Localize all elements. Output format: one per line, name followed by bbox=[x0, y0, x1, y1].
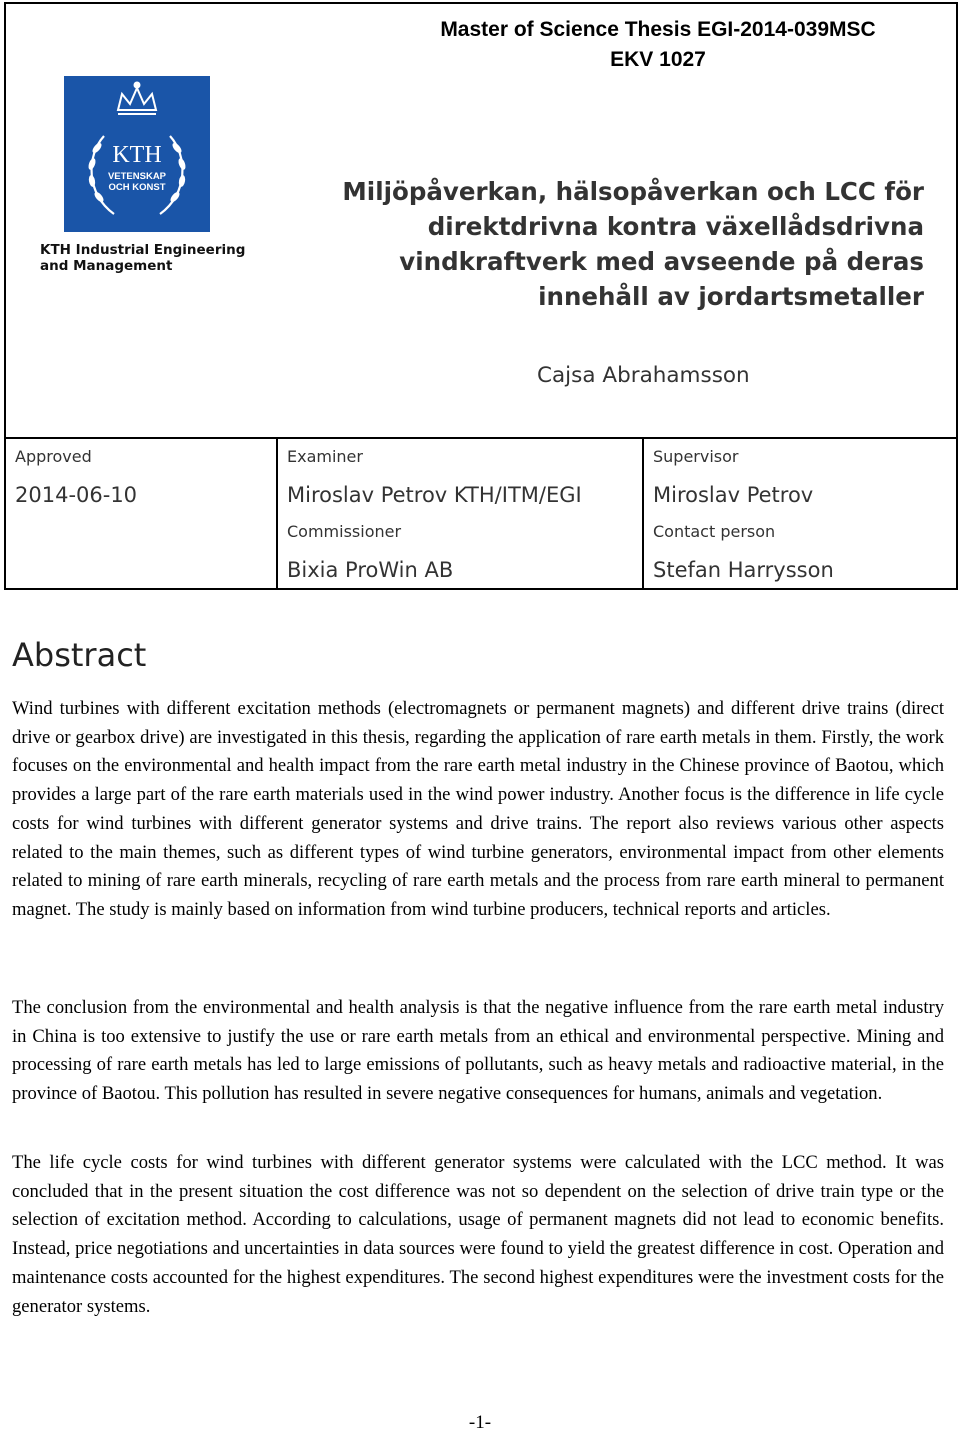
svg-text:KTH: KTH bbox=[112, 142, 162, 168]
thesis-code: EKV 1027 bbox=[610, 48, 706, 71]
supervisor-label: Supervisor bbox=[653, 447, 739, 466]
supervisor-cell bbox=[643, 438, 957, 589]
kth-crest-icon bbox=[64, 76, 210, 232]
thesis-number: Master of Science Thesis EGI-2014-039MSC bbox=[440, 18, 876, 41]
logo-subtitle bbox=[40, 242, 245, 274]
examiner-label: Examiner bbox=[287, 447, 363, 466]
approval-table bbox=[4, 437, 958, 590]
commissioner-value: Bixia ProWin AB bbox=[287, 558, 454, 582]
approved-label: Approved bbox=[15, 447, 92, 466]
thesis-title-line: innehåll av jordartsmetaller bbox=[538, 282, 924, 311]
approved-cell bbox=[5, 438, 277, 589]
abstract-paragraph: The conclusion from the environmental and health analysis is that the negative influence from the rare earth metal industry in China is too extensive to justify the use or rare earth metals from an ethical and environmental perspective. Mining and processing of rare earth metals has led to large emissions of pollutants, such as heavy metals and radioactive material, in the province of Baotou. This pollution has resulted in severe negative consequences for humans, animals and vegetation. bbox=[12, 997, 944, 1105]
svg-text:VETENSKAP: VETENSKAP bbox=[107, 171, 167, 182]
examiner-cell bbox=[277, 438, 643, 589]
approved-date: 2014-06-10 bbox=[15, 483, 138, 507]
examiner-value: Miroslav Petrov KTH/ITM/EGI bbox=[287, 483, 582, 507]
abstract-paragraph: Wind turbines with different excitation methods (electromagnets or permanent magnets) and different drive trains (direct drive or gearbox drive) are investigated in this thesis, regarding the application of rare earth metals in them. Firstly, the work focuses on the environmental and health impact from the rare earth metal industry in the Chinese province of Baotou, which provides a large part of the rare earth materials used in the wind power industry. Another focus is the difference in life cycle costs for wind turbines with different generator systems and drive trains. The report also reviews various other aspects related to the main themes, such as different types of wind turbine generators, environmental impact from other elements related to mining of rare earth minerals, recycling of rare earth metals and the process from rare earth mineral to permanent magnet. The study is mainly based on information from wind turbine producers, technical reports and articles. bbox=[12, 698, 944, 920]
logo-subtitle-line-1: KTH Industrial Engineering bbox=[40, 242, 246, 258]
abstract-heading: Abstract bbox=[12, 636, 147, 674]
svg-text:OCH KONST: OCH KONST bbox=[108, 182, 166, 193]
supervisor-value: Miroslav Petrov bbox=[653, 483, 814, 507]
kth-logo bbox=[64, 76, 210, 232]
logo-subtitle-line-2: and Management bbox=[40, 258, 173, 274]
author-name: Cajsa Abrahamsson bbox=[537, 363, 750, 388]
thesis-title-line: vindkraftverk med avseende på deras bbox=[399, 247, 924, 276]
thesis-title bbox=[304, 174, 924, 314]
contact-person-label: Contact person bbox=[653, 522, 776, 541]
thesis-title-line: direktdrivna kontra växellådsdrivna bbox=[427, 212, 924, 241]
page-number: -1- bbox=[468, 1412, 492, 1433]
commissioner-label: Commissioner bbox=[287, 522, 402, 541]
abstract-paragraph: The life cycle costs for wind turbines with different generator systems were calculated with the LCC method. It was concluded that in the present situation the cost difference was not so dependent on the selection of drive train type or the selection of excitation method. According to calculations, usage of permanent magnets did not lead to economic benefits. Instead, price negotiations and uncertainties in data sources were found to yield the greatest difference in cost. Operation and maintenance costs accounted for the highest expenditures. The second highest expenditures were the investment costs for the generator systems. bbox=[12, 1152, 944, 1317]
contact-person-value: Stefan Harrysson bbox=[653, 558, 834, 582]
thesis-title-line: Miljöpåverkan, hälsopåverkan och LCC för bbox=[342, 177, 924, 206]
